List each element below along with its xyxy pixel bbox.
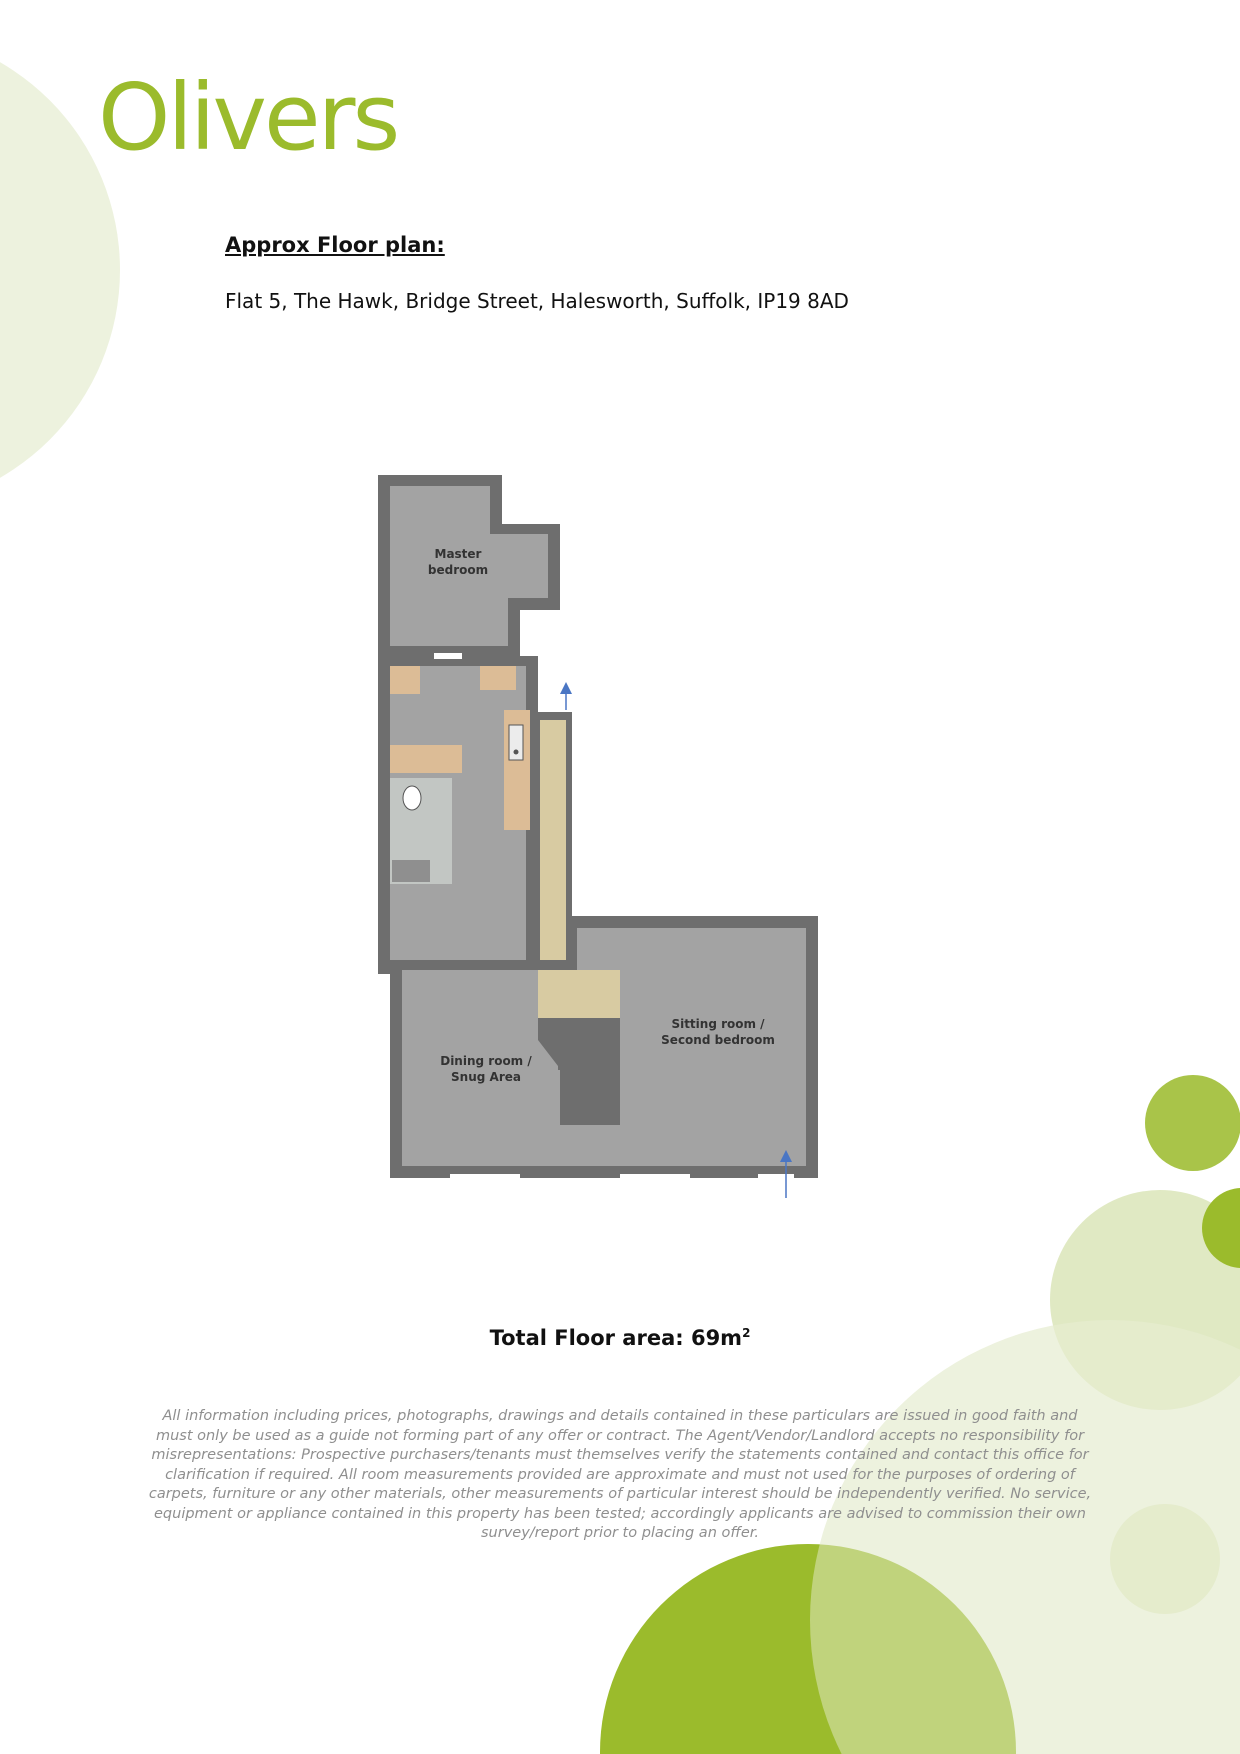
room-label-sitting-1: Sitting room / <box>671 1017 765 1031</box>
stairs-landing <box>538 970 620 1018</box>
window-4 <box>434 653 462 659</box>
disclaimer-text: All information including prices, photographs, drawings and details contained in these particulars are issued in good faith and must only be used as a guide not forming part of any offer or contract. The Agent/Vendor/Landlord accepts no responsibility for misrepresentations: Prospective purchasers/tenants must themselves verify the statements contained and contact this office for clarification if required. All room measurements provided are approximate and must not used for the purposes of ordering of carpets, furniture or any other materials, other measurements of particular interest should be independently verified. No service, equipment or appliance contained in this property has been tested; accordingly applicants are advised to commission their own survey/report prior to placing an offer. <box>148 1408 1092 1541</box>
sink-drain <box>514 750 519 755</box>
floor-plan <box>370 470 830 1200</box>
dining-room-floor <box>402 970 558 1166</box>
property-address: Flat 5, The Hawk, Bridge Street, Halesworth, Suffolk, IP19 8AD <box>225 289 849 313</box>
kitchen-counter-top <box>390 666 420 694</box>
olivers-logo: Olivers <box>98 64 398 171</box>
room-label-master-1: Master <box>434 547 482 561</box>
floor-plan-heading: Approx Floor plan: <box>225 233 445 257</box>
sink <box>509 725 523 760</box>
kitchen-counter-left <box>390 745 462 773</box>
chimney-block <box>560 1030 620 1125</box>
window-2 <box>620 1174 690 1181</box>
room-label-dining-1: Dining room / <box>440 1054 532 1068</box>
window-1 <box>450 1174 520 1181</box>
bath-tub <box>392 860 430 882</box>
window-3 <box>758 1174 794 1181</box>
small-green-circle <box>1145 1075 1240 1171</box>
kitchen-counter-top-2 <box>480 666 516 690</box>
total-floor-area-label: Total Floor area: 69m <box>489 1326 743 1350</box>
total-floor-area <box>0 1326 1240 1350</box>
room-label-sitting-2: Second bedroom <box>661 1033 775 1047</box>
room-label-dining-2: Snug Area <box>451 1070 521 1084</box>
toilet <box>403 786 421 810</box>
room-label-master-2: bedroom <box>427 563 489 577</box>
area-unit-superscript: 2 <box>742 1326 751 1340</box>
